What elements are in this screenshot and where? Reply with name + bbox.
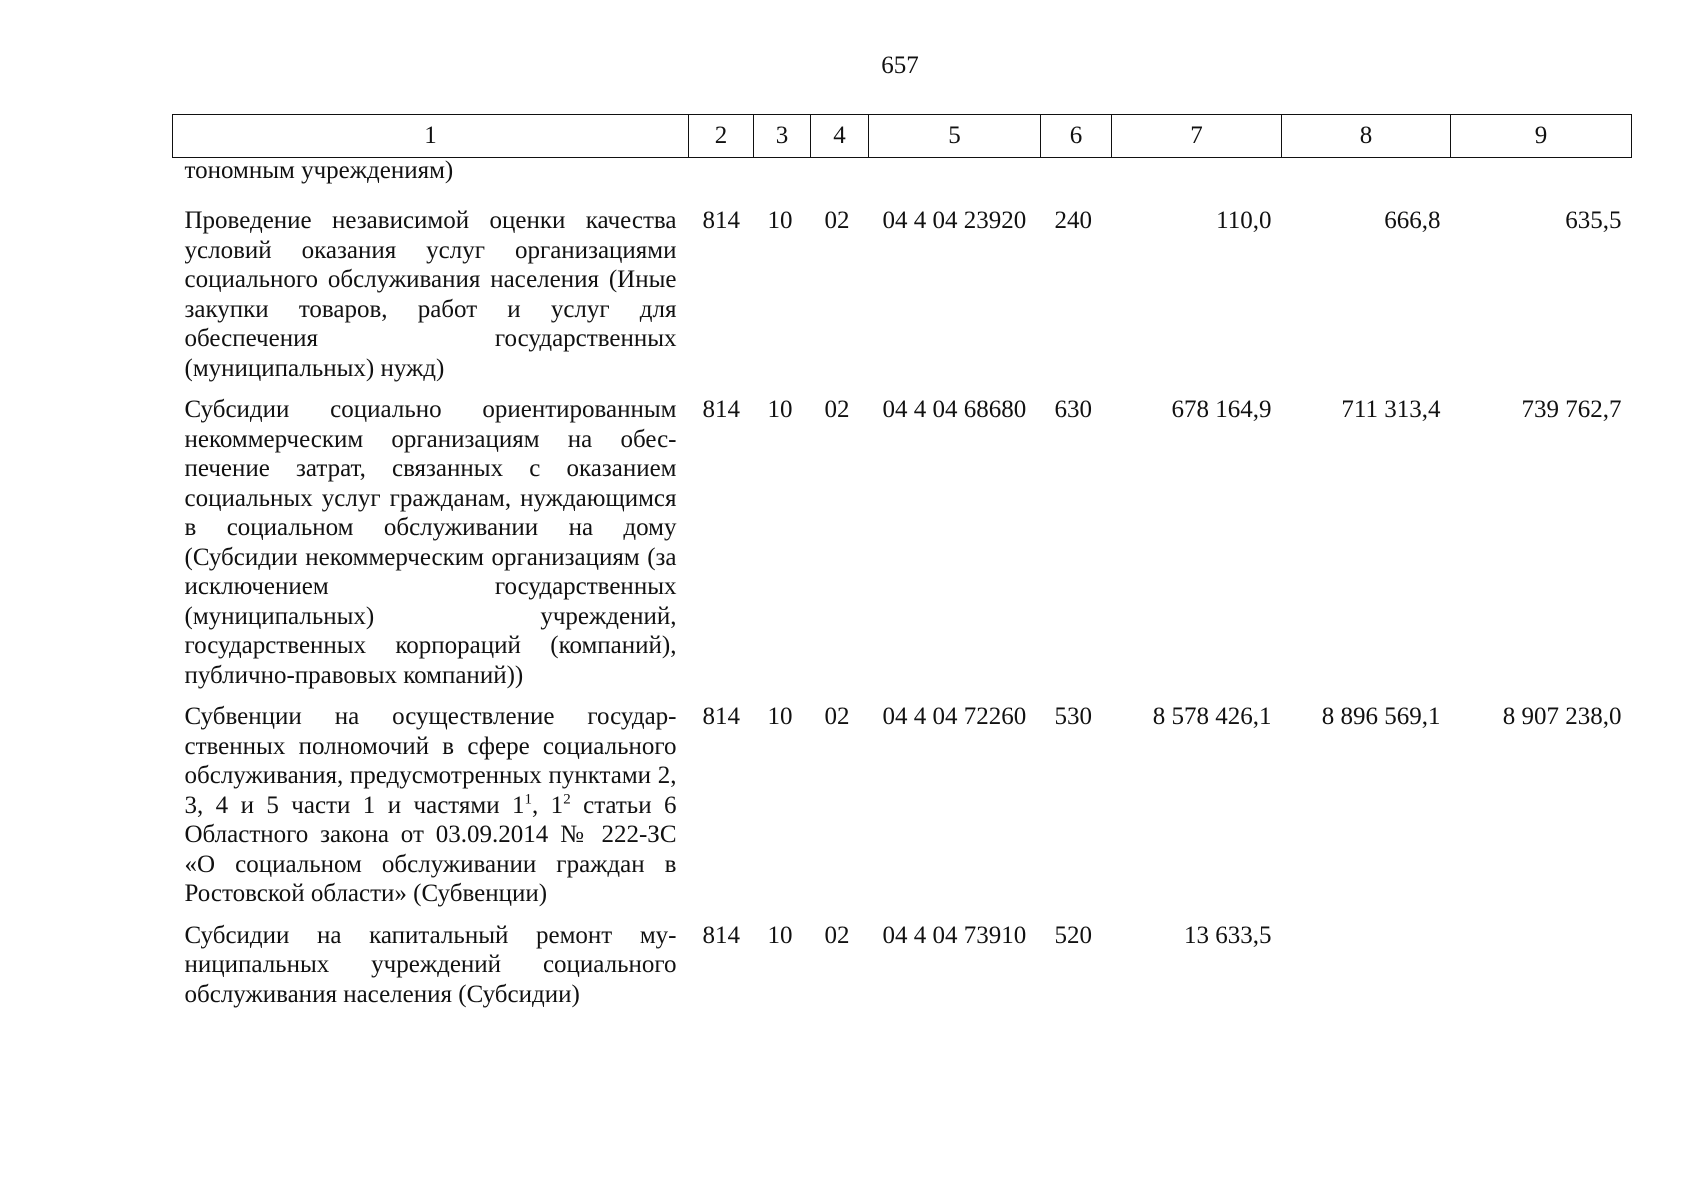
row-col-2: 814 [702,207,740,234]
row-col-9: 739 762,7 [1521,396,1622,423]
row-col-5: 04 4 04 68680 [882,396,1027,423]
header-col-8: 8 [1282,115,1451,158]
row-description: Субсидии на капитальный ремонт муниципальных учреждений социального обслуживания населения (Субсидии) [184,921,677,1008]
continuation-text: тономным учреждениям) [184,157,454,184]
header-col-1: 1 [173,115,689,158]
header-col-2: 2 [689,115,754,158]
row-col-4: 02 [824,207,850,234]
table-header [173,115,1632,158]
row-col-6: 530 [1054,703,1092,730]
row-description: Субсидии социально ориентированным некоммерческим организациям на обеспечение затрат, связанных с оказанием социальных услуг гражданам, нуждающимся в социальном обслуживании на дому (Субсидии некоммерческим организациям (за исключением государственных (муниципальных) учреждений, государственных корпораций (компаний), публично-правовых компаний)) [184,396,677,689]
table-row [173,921,1632,1022]
row-col-2: 814 [702,703,740,730]
header-col-7: 7 [1112,115,1282,158]
page-number: 657 [881,52,919,79]
row-col-3: 10 [767,396,793,423]
row-col-8 [1282,921,1451,1022]
row-col-9: 8 907 238,0 [1502,703,1622,730]
superscript: 2 [563,791,571,808]
superscript: 1 [524,791,533,808]
row-col-7: 13 633,5 [1184,921,1272,949]
header-col-3: 3 [754,115,811,158]
row-col-8: 666,8 [1384,207,1441,234]
row-col-5: 04 4 04 72260 [882,703,1027,730]
row-col-7: 678 164,9 [1171,396,1272,423]
table-row [173,702,1632,921]
row-col-4: 02 [824,396,850,423]
row-col-8: 8 896 569,1 [1321,703,1441,730]
row-col-9: 635,5 [1565,207,1622,234]
row-col-9 [1451,921,1632,1022]
continuation-row [173,158,1632,207]
row-col-2: 814 [702,921,740,949]
header-row [173,115,1632,158]
row-col-2: 814 [702,396,740,423]
table-row [173,206,1632,395]
header-col-9: 9 [1451,115,1632,158]
header-col-6: 6 [1041,115,1112,158]
row-col-8: 711 313,4 [1341,396,1441,423]
row-description [173,702,689,921]
row-col-6: 520 [1054,921,1092,949]
table-row [173,395,1632,702]
row-col-6: 630 [1054,396,1092,423]
row-col-4: 02 [824,703,850,730]
row-col-6: 240 [1054,207,1092,234]
description-text: , 1 [532,791,564,819]
description-text: Субвенции на осуществление государственных полномочий в сфере социального обслуживания, предусмотренных пунктами 2, 3, 4 и 5 части 1 и частями 1 [184,703,677,819]
row-col-4: 02 [824,921,850,949]
table-body [173,158,1632,1022]
row-col-3: 10 [767,703,793,730]
row-col-5: 04 4 04 23920 [882,207,1027,234]
row-col-5: 04 4 04 73910 [882,921,1027,949]
row-col-7: 8 578 426,1 [1152,703,1272,730]
row-description: Проведение независимой оценки качества условий оказания услуг организациями социального обслуживания населения (Иные закупки товаров, работ и услуг для обеспечения государственных (муниципальных) нужд) [184,207,677,382]
header-col-5: 5 [869,115,1041,158]
budget-table [172,114,1632,1021]
row-col-3: 10 [767,921,793,949]
description-text: статьи 6 Областного закона от 03.09.2014 № 222-ЗС «О социальном обслуживании граждан в Ростовской области» (Субвенции) [184,791,677,907]
header-col-4: 4 [811,115,869,158]
row-col-3: 10 [767,207,793,234]
row-col-7: 110,0 [1216,207,1272,234]
